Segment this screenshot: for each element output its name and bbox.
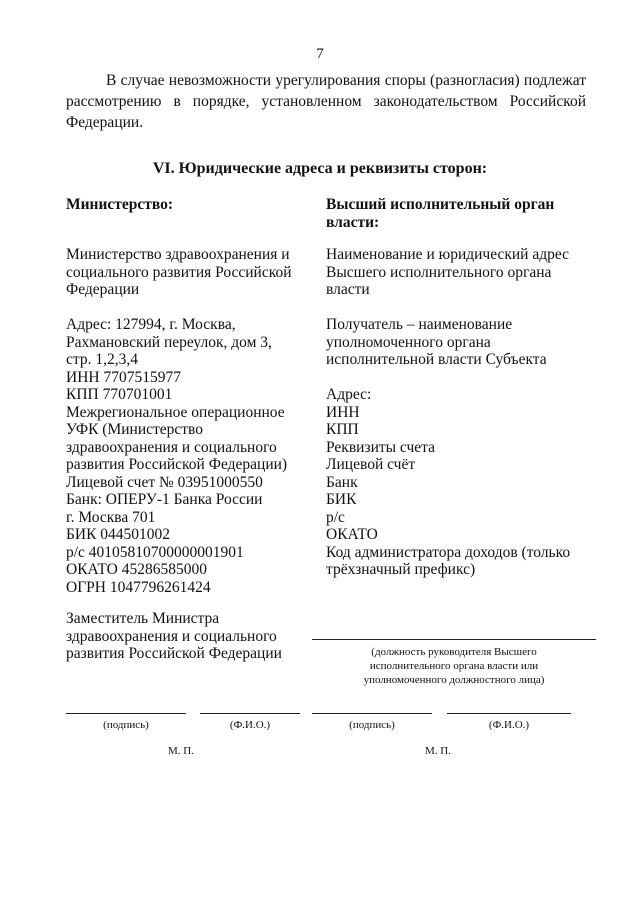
ministry-name-caption: (Ф.И.О.) [229,719,271,731]
ministry-detail-line: развития Российской Федерации) [66,456,288,473]
ministry-signatory-line: Заместитель Министра [66,610,220,627]
executive-detail-line: Банк [326,473,358,491]
ministry-signatory-line: развития Российской Федерации [66,645,282,662]
executive-name-caption: (Ф.И.О.) [488,719,530,731]
executive-detail-line: БИК [326,491,357,508]
executive-detail-line: ОКАТО [326,526,378,543]
executive-details [326,386,596,579]
ministry-detail-line: УФК (Министерство [66,421,204,438]
ministry-detail-line: Рахмановский переулок, дом 3, [66,333,272,351]
ministry-heading: Министерство: [66,196,174,213]
executive-heading [326,196,596,231]
ministry-detail-line: ОКАТО 45286585000 [66,561,207,578]
executive-recipient-line: исполнительной власти Субъекта [326,351,547,368]
ministry-name-line [200,713,300,714]
executive-detail-line: Реквизиты счета [326,438,436,456]
executive-stamp: М. П. [425,745,451,757]
executive-detail-line: р/с [326,508,345,526]
executive-name [326,246,596,299]
ministry-details [66,316,306,596]
ministry-name-line: социального развития Российской [66,263,292,281]
ministry-detail-line: р/с 40105810700000001901 [66,543,244,561]
ministry-detail-line: БИК 044501002 [66,526,171,543]
executive-signature-line [312,713,432,714]
position-caption [312,645,596,687]
ministry-detail-line: г. Москва 701 [66,508,156,526]
ministry-signatory [66,610,306,663]
executive-name-line: Высшего исполнительного органа [326,263,552,281]
executive-heading-line: власти: [326,213,380,231]
ministry-detail-line: ИНН 7707515977 [66,368,181,386]
ministry-name [66,246,306,299]
executive-detail-line: ИНН [326,403,360,421]
ministry-detail-line: здравоохранения и социального [66,438,277,456]
ministry-detail-line: КПП 770701001 [66,386,173,403]
intro-paragraph: В случае невозможности урегулирования споры (разногласия) подлежат рассмотрению в порядке, установленном законодательством Российской Федерации. [66,72,586,131]
ministry-name-line: Министерство здравоохранения и [66,246,290,263]
position-caption-line: исполнительного органа власти или [369,660,539,672]
ministry-name-line: Федерации [66,281,140,298]
executive-detail-line: трёхзначный префикс) [326,561,476,578]
ministry-signatory-line: здравоохранения и социального [66,627,277,645]
ministry-detail-line: Лицевой счет № 03951000550 [66,473,263,491]
executive-detail-line: Лицевой счёт [326,456,416,473]
executive-detail-line: КПП [326,421,359,438]
ministry-detail-line: ОГРН 1047796261424 [66,578,211,596]
executive-detail-line: Адрес: [326,386,372,403]
executive-name-line: Наименование и юридический адрес [326,246,570,263]
executive-detail-line: Код администратора доходов (только [326,543,571,561]
ministry-detail-line: Адрес: 127994, г. Москва, [66,316,236,333]
ministry-signature-line [66,713,186,714]
executive-recipient [326,316,596,369]
executive-heading-line: Высший исполнительный орган [326,196,555,213]
executive-recipient-line: уполномоченного органа [326,333,491,351]
section-title: VI. Юридические адреса и реквизиты сторон: [152,160,488,177]
executive-sign-caption: (подпись) [349,719,395,731]
executive-name-line: власти [326,281,370,298]
ministry-stamp: М. П. [168,745,194,757]
ministry-detail-line: Межрегиональное операционное [66,403,285,421]
ministry-detail-line: стр. 1,2,3,4 [66,351,138,368]
page-number: 7 [316,46,324,62]
position-line [312,639,596,640]
position-caption-line: уполномоченного должностного лица) [363,674,545,686]
executive-recipient-line: Получатель – наименование [326,316,513,333]
position-caption-line: (должность руководителя Высшего [371,646,537,658]
ministry-detail-line: Банк: ОПЕРУ-1 Банка России [66,491,263,508]
executive-name-line [447,713,571,714]
ministry-sign-caption: (подпись) [103,719,149,731]
